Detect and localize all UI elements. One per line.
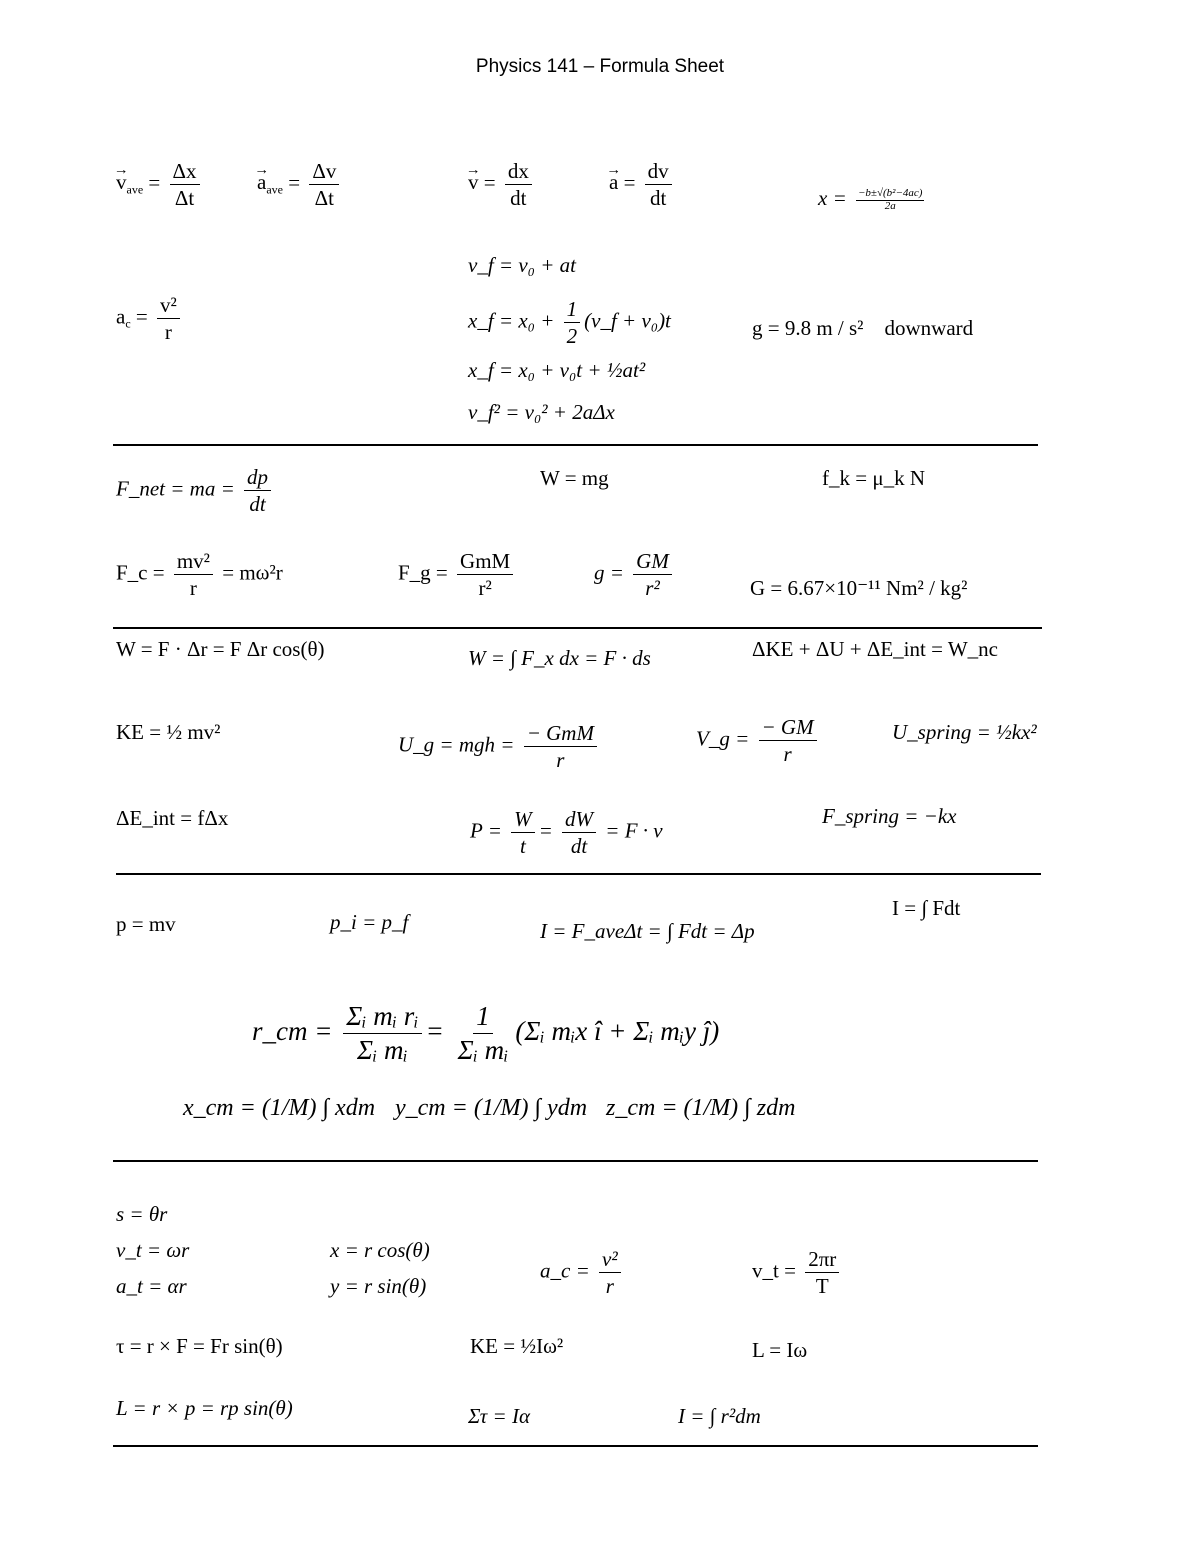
gravity-constant: g = 9.8 m / s² downward [752,316,974,340]
angular-momentum-formula: L = Iω [752,1338,808,1362]
rotational-ke-formula: KE = ½Iω² [470,1334,564,1358]
centripetal-accel-formula: $a_c$ = $\frac{\text{v²}}{r}$ [116,292,184,345]
page-title: Physics 141 – Formula Sheet [475,56,725,77]
kinematic-eq-1: v_f = v₀ + at [468,253,576,277]
newton-second-law: F_net = ma = $\frac{dp}{dt}$ [116,464,275,517]
y-center-of-mass: y_cm = (1/M) ∫ ydm [395,1095,588,1121]
centripetal-force-formula: F_c = $\frac{\text{mv²}}{r}$ = mω²r [116,549,283,601]
rotational-centripetal-formula: a_c = $\frac{\text{v²}}{r}$ [540,1246,625,1299]
spring-potential-formula: U_spring = ½kx² [892,720,1037,744]
section-divider-4 [113,1160,1038,1162]
kinetic-energy-formula: KE = ½ mv² [116,720,221,744]
kinetic-friction-formula: f_k = μ_k N [822,466,926,490]
impulse-integral: I = ∫ Fdt [892,896,961,920]
moment-of-inertia-formula: I = ∫ r²dm [678,1404,761,1428]
spring-force-formula: F_spring = −kx [822,804,957,828]
y-polar-formula: y = r sin(θ) [330,1274,427,1298]
kinematic-eq-3: x_f = x₀ + v₀t + ½at² [468,358,646,382]
angular-momentum-cross: L = r × p = rp sin(θ) [116,1396,293,1420]
gravitational-potential-formula: U_g = mgh = $\frac{\text{− GmM}}{r}$ [398,720,601,773]
a-ave-formula: → $a_{ave}$ = $\frac{\Delta v}{\Delta t}$ [257,158,343,211]
gravitational-constant: G = 6.67×10⁻¹¹ Nm² / kg² [750,576,968,600]
torque-formula: τ = r × F = Fr sin(θ) [116,1334,283,1358]
tangential-accel-formula: a_t = αr [116,1274,187,1298]
quadratic-formula: x = $\frac{\text{−b±√(b²−4ac)}}{2a}$ [818,186,923,212]
momentum-conservation: p_i = p_f [330,910,409,934]
section-divider-5 [113,1445,1038,1447]
x-polar-formula: x = r cos(θ) [330,1238,430,1262]
v-derivative-formula: → v = $\frac{dx}{dt}$ [468,158,536,211]
v-ave-formula: → $v_{ave}$ = $\frac{\Delta x}{\Delta t}$ [116,158,204,211]
power-formula: P = $\frac{W}{t}$ = $\frac{dW}{dt}$ = F · v [470,807,663,859]
kinematic-eq-2: x_f = x₀ + $\frac{1}{2}$ (v_f + v₀)t [468,297,671,349]
center-of-mass-vector: r_cm = $\frac{\text{Σᵢ mᵢ rᵢ}}{\text{Σᵢ mᵢ}}$ = $\frac{1}{\text{Σᵢ mᵢ}}$ (Σᵢ mᵢx î + Σᵢ mᵢy ĵ) [252,1001,720,1066]
z-center-of-mass: z_cm = (1/M) ∫ zdm [606,1095,796,1121]
impulse-formula: I = F_aveΔt = ∫ Fdt = Δp [540,919,755,943]
section-divider-3 [116,873,1041,875]
orbital-velocity-formula: v_t = $\frac{2\pi r}{T}$ [752,1246,843,1299]
section-divider-2 [113,627,1042,629]
momentum-formula: p = mv [116,912,176,936]
work-integral: W = ∫ F_x dx = F · ds [468,646,651,670]
energy-conservation: ΔKE + ΔU + ΔE_int = W_nc [752,637,998,661]
gravitational-potential-per-mass: V_g = $\frac{- GM}{r}$ [696,714,821,767]
arc-length-formula: s = θr [116,1202,168,1226]
weight-formula: W = mg [540,466,609,490]
x-center-of-mass: x_cm = (1/M) ∫ xdm [183,1095,376,1121]
work-dot-product: W = F · Δr = F Δr cos(θ) [116,637,325,661]
tangential-velocity-formula: v_t = ωr [116,1238,190,1262]
section-divider-1 [113,444,1038,446]
internal-energy-formula: ΔE_int = fΔx [116,806,229,830]
gravity-field-formula: g = $\frac{GM}{\text{r²}}$ [594,548,676,601]
a-derivative-formula: → a = $\frac{dv}{dt}$ [609,158,676,211]
gravitational-force-formula: F_g = $\frac{\text{GmM}}{\text{r²}}$ [398,548,517,601]
torque-sum-formula: Στ = Iα [468,1404,530,1428]
kinematic-eq-4: v_f² = v₀² + 2aΔx [468,400,615,424]
